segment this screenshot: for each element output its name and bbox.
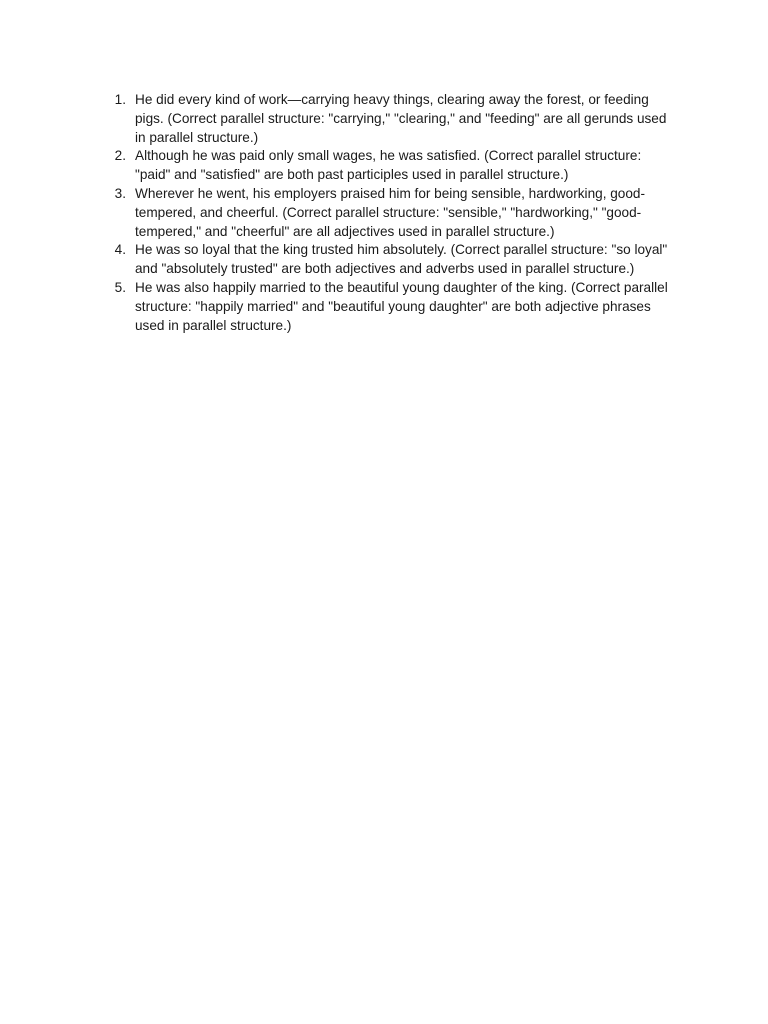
item-text: Wherever he went, his employers praised him for being sensible, hardworking, good-tempered, and cheerful. (Correct parallel structure: "sensible," "hardworking," "good-tempered," and "cheerful" are all adjectives used in parallel structure.) — [135, 185, 646, 239]
list-item-1 — [108, 91, 680, 147]
item-number: 2. — [114, 148, 126, 164]
list-item-2 — [108, 147, 680, 185]
item-text: He was also happily married to the beautiful young daughter of the king. (Correct parallel structure: "happily married" and "beautiful young daughter" are both adjective phrases used in parallel structure.) — [135, 279, 668, 333]
item-text: Although he was paid only small wages, he was satisfied. (Correct parallel structure: "paid" and "satisfied" are both past participles used in parallel structure.) — [135, 148, 642, 183]
item-text: He was so loyal that the king trusted him absolutely. (Correct parallel structure: "so loyal" and "absolutely trusted" are both adjectives and adverbs used in parallel structure.) — [135, 242, 668, 277]
numbered-list — [108, 91, 680, 335]
item-text: He did every kind of work—carrying heavy things, clearing away the forest, or feeding pigs. (Correct parallel structure: "carrying," "clearing," and "feeding" are all gerunds used in parallel structure.) — [135, 92, 667, 145]
item-number: 5. — [114, 279, 126, 295]
item-number: 3. — [114, 185, 126, 201]
item-number: 4. — [114, 242, 126, 258]
item-number: 1. — [114, 92, 126, 107]
list-item-4 — [108, 241, 680, 279]
list-item-5 — [108, 279, 680, 335]
list-item-3 — [108, 185, 680, 241]
